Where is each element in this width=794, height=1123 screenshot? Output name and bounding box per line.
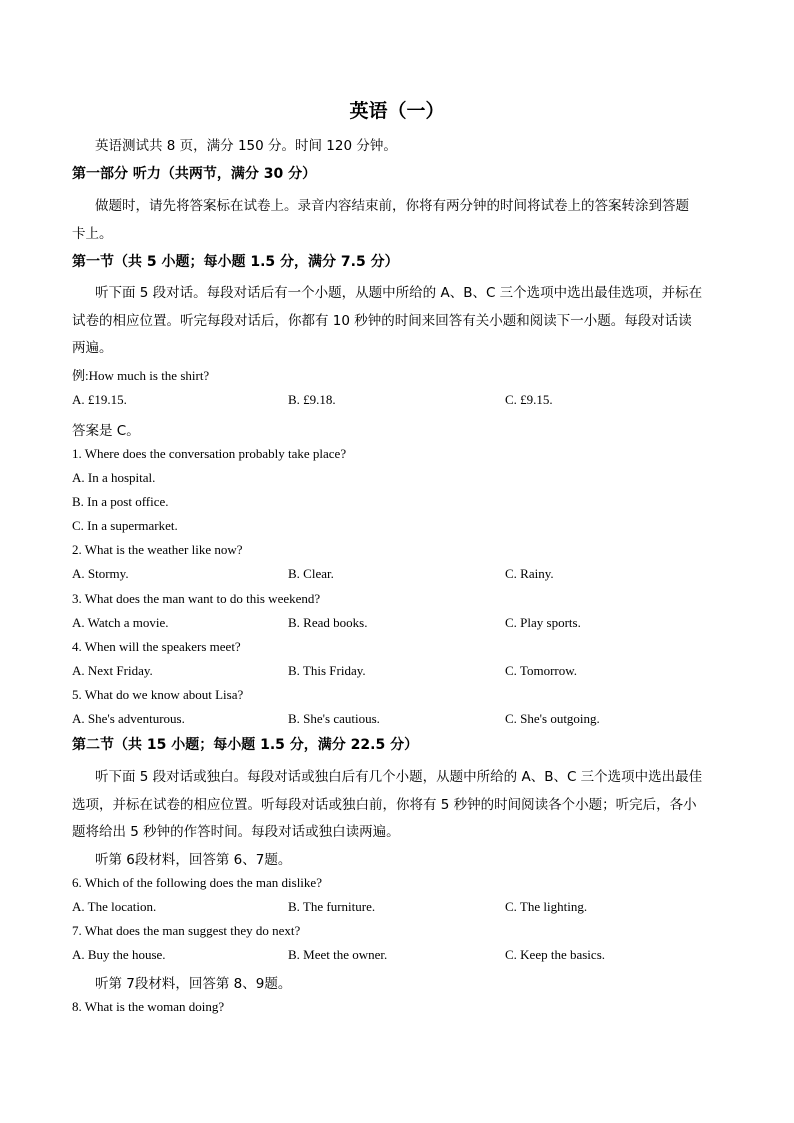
- question-3: 3. What does the man want to do this weekend?: [72, 591, 321, 606]
- section1-instruction-line-3: 两遍。: [72, 340, 113, 356]
- question-8: 8. What is the woman doing?: [72, 999, 225, 1014]
- material-7-instruction: 听第 7段材料，回答第 8、9题。: [95, 976, 292, 992]
- question-4-option-a: A. Next Friday.: [72, 663, 153, 678]
- question-1: 1. Where does the conversation probably take place?: [72, 446, 347, 461]
- example-option-b: B. £9.18.: [288, 392, 336, 407]
- question-3-option-b: B. Read books.: [288, 615, 368, 630]
- exam-intro: 英语测试共 8 页，满分 150 分。时间 120 分钟。: [95, 138, 397, 154]
- question-2-option-c: C. Rainy.: [505, 566, 554, 581]
- question-4-option-c: C. Tomorrow.: [505, 663, 578, 678]
- example-option-a: A. £19.15.: [72, 392, 127, 407]
- question-5: 5. What do we know about Lisa?: [72, 687, 244, 702]
- question-5-option-a: A. She's adventurous.: [72, 711, 185, 726]
- question-6-option-c: C. The lighting.: [505, 899, 588, 914]
- question-7-option-c: C. Keep the basics.: [505, 947, 606, 962]
- question-7-option-a: A. Buy the house.: [72, 947, 166, 962]
- section1-instruction-line-1: 听下面 5 段对话。每段对话后有一个小题，从题中所给的 A、B、C 三个选项中选出最佳选项，并标在: [95, 285, 703, 301]
- section2-instruction-line-1: 听下面 5 段对话或独白。每段对话或独白后有几个小题，从题中所给的 A、B、C 三个选项中选出最佳: [95, 769, 703, 785]
- question-2-option-a: A. Stormy.: [72, 566, 129, 581]
- question-6-option-b: B. The furniture.: [288, 899, 376, 914]
- question-5-option-b: B. She's cautious.: [288, 711, 380, 726]
- example-question: 例:How much is the shirt?: [72, 368, 210, 383]
- part1-instruction-line-1: 做题时，请先将答案标在试卷上。录音内容结束前，你将有两分钟的时间将试卷上的答案转涂到答题: [95, 198, 689, 214]
- question-6-option-a: A. The location.: [72, 899, 157, 914]
- question-5-option-c: C. She's outgoing.: [505, 711, 600, 726]
- section2-instruction-line-3: 题将给出 5 秒钟的作答时间。每段对话或独白读两遍。: [72, 824, 400, 840]
- question-4: 4. When will the speakers meet?: [72, 639, 241, 654]
- question-2: 2. What is the weather like now?: [72, 542, 243, 557]
- section1-heading: 第一节（共 5 小题；每小题 1.5 分，满分 7.5 分）: [72, 254, 399, 270]
- question-2-option-b: B. Clear.: [288, 566, 334, 581]
- question-3-option-a: A. Watch a movie.: [72, 615, 169, 630]
- section1-instruction-line-2: 试卷的相应位置。听完每段对话后，你都有 10 秒钟的时间来回答有关小题和阅读下一小题。每段对话读: [72, 313, 692, 329]
- question-1-option-b: B. In a post office.: [72, 494, 169, 509]
- question-6: 6. Which of the following does the man dislike?: [72, 875, 322, 890]
- part1-instruction-line-2: 卡上。: [72, 226, 113, 242]
- question-1-option-c: C. In a supermarket.: [72, 518, 178, 533]
- question-1-option-a: A. In a hospital.: [72, 470, 156, 485]
- section2-instruction-line-2: 选项，并标在试卷的相应位置。听每段对话或独白前，你将有 5 秒钟的时间阅读各个小题；听完后，各小: [72, 797, 697, 813]
- material-6-instruction: 听第 6段材料，回答第 6、7题。: [95, 852, 292, 868]
- question-3-option-c: C. Play sports.: [505, 615, 581, 630]
- part1-heading: 第一部分 听力（共两节，满分 30 分）: [72, 166, 317, 182]
- example-answer: 答案是 C。: [72, 423, 140, 439]
- page-title: 英语（一）: [349, 100, 445, 122]
- question-7-option-b: B. Meet the owner.: [288, 947, 388, 962]
- question-7: 7. What does the man suggest they do next?: [72, 923, 301, 938]
- section2-heading: 第二节（共 15 小题；每小题 1.5 分，满分 22.5 分）: [72, 737, 419, 753]
- question-4-option-b: B. This Friday.: [288, 663, 366, 678]
- example-option-c: C. £9.15.: [505, 392, 553, 407]
